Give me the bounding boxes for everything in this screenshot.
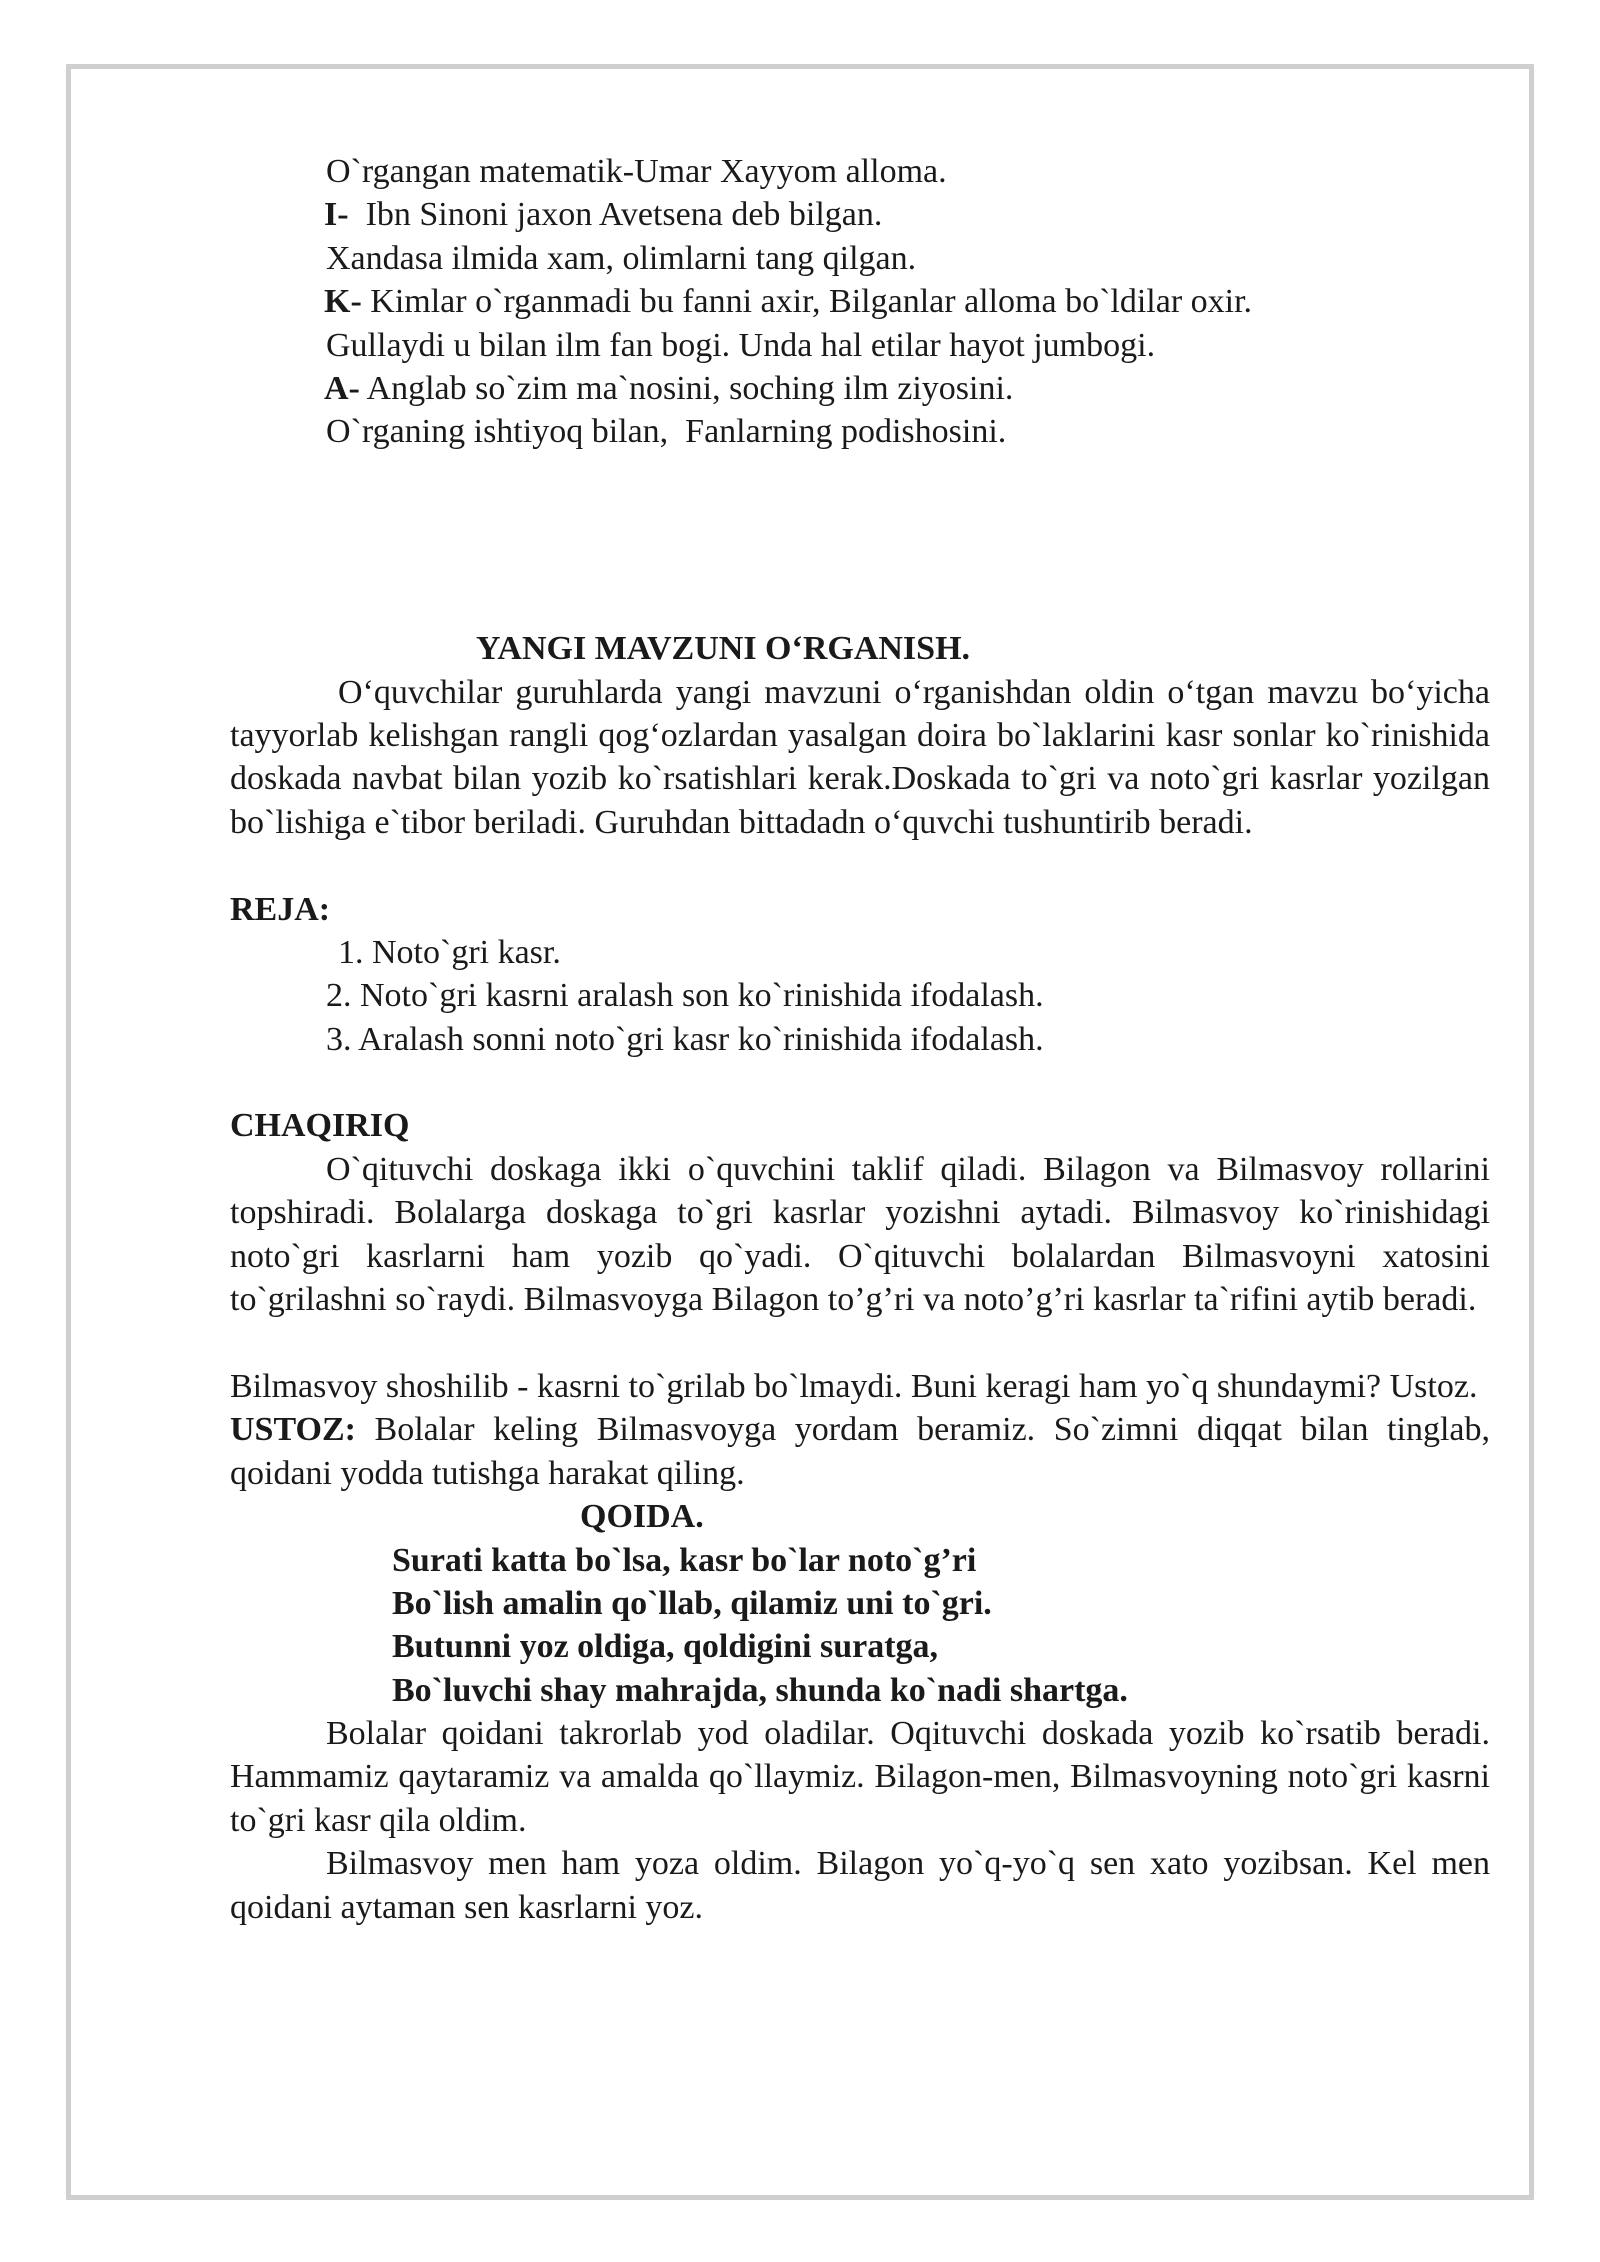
ustoz-text: Bolalar keling Bilmasvoyga yordam beramiz. So`zimni diqqat bilan tinglab, qoidani yodda tutishga harakat qiling. xyxy=(230,1411,1490,1492)
qoida-line: Bo`luvchi shay mahrajda, shunda ko`nadi shartga. xyxy=(392,1671,1128,1709)
reja-item: 1. Noto`gri kasr. xyxy=(338,933,561,971)
ustoz-label: USTOZ: xyxy=(230,1411,356,1449)
poem-line-a xyxy=(230,367,1490,410)
poem-text: Kimlar o`rganmadi bu fanni axir, Bilganlar alloma bo`ldilar oxir. xyxy=(370,283,1253,321)
intro-paragraph: O‘quvchilar guruhlarda yangi mavzuni o‘rganishdan oldin o‘tgan mavzu bo‘yicha tayyorlab kelishgan rangli qog‘ozlardan yasalgan doira bo`laklarini kasr sonlar ko`rinishida doskada navbat bilan yozib ko`rsatishlari kerak.Doskada to`gri va noto`gri kasrlar yozilgan bo`lishiga e`tibor beriladi. Guruhdan bittadadn o‘quvchi tushuntirib beradi. xyxy=(230,673,1490,841)
reja-item: 3. Aralash sonni noto`gri kasr ko`rinishida ifodalash. xyxy=(326,1020,1044,1058)
poem-line: O`rganing ishtiyoq bilan, Fanlarning podishosini. xyxy=(326,413,1007,451)
qoida-line: Butunni yoz oldiga, qoldigini suratga, xyxy=(392,1628,939,1666)
poem-text: Anglab so`zim ma`nosini, soching ilm ziyosini. xyxy=(366,369,1014,407)
poem-text: Ibn Sinoni jaxon Avetsena deb bilgan. xyxy=(365,196,883,234)
chaqiriq-heading: CHAQIRIQ xyxy=(230,1107,410,1145)
qoida-line: Bo`lish amalin qo`llab, qilamiz uni to`gri. xyxy=(392,1584,992,1622)
poem-line: Xandasa ilmida xam, olimlarni tang qilgan. xyxy=(326,239,917,277)
poem-line: O`rgangan matematik-Umar Xayyom alloma. xyxy=(326,153,947,190)
poem-line-i xyxy=(230,193,1490,236)
closing-paragraph: Bilmasvoy men ham yoza oldim. Bilagon yo`q-yo`q sen xato yozibsan. Kel men qoidani aytaman sen kasrlarni yoz. xyxy=(230,1845,1490,1926)
reja-heading: REJA: xyxy=(230,890,331,928)
closing-paragraph: Bolalar qoidani takrorlab yod oladilar. Oqituvchi doskada yozib ko`rsatib beradi. Hammamiz qaytaramiz va amalda qo`llaymiz. Bilagon-men, Bilmasvoyning noto`gri kasrni to`gri kasr qila oldim. xyxy=(230,1715,1490,1839)
poem-line: Gullaydi u bilan ilm fan bogi. Unda hal etilar hayot jumbogi. xyxy=(326,326,1156,364)
section-title: YANGI MAVZUNI O‘RGANISH. xyxy=(476,630,971,668)
ustoz-paragraph xyxy=(230,1408,1490,1495)
poem-letter-a: A- xyxy=(324,369,360,407)
poem-letter-k: K- xyxy=(324,283,362,321)
reja-item: 2. Noto`gri kasrni aralash son ko`rinishida ifodalash. xyxy=(326,977,1044,1015)
poem-letter-i: I- xyxy=(324,196,349,234)
bilmasvoy-paragraph: Bilmasvoy shoshilib - kasrni to`grilab bo`lmaydi. Buni keragi ham yo`q shundaymi? Ustoz. xyxy=(230,1367,1478,1405)
poem-line-k xyxy=(230,280,1490,323)
qoida-line: Surati katta bo`lsa, kasr bo`lar noto`g’ri xyxy=(392,1541,977,1579)
document-body xyxy=(230,150,1490,1929)
qoida-title: QOIDA. xyxy=(580,1498,704,1536)
chaqiriq-paragraph: O`qituvchi doskaga ikki o`quvchini taklif qiladi. Bilagon va Bilmasvoy rollarini topshiradi. Bolalarga doskaga to`gri kasrlar yozishni aytadi. Bilmasvoy ko`rinishidagi noto`gri kasrlarni ham yozib qo`yadi. O`qituvchi bolalardan Bilmasvoyni xatosini to`grilashni so`raydi. Bilmasvoyga Bilagon to’g’ri va noto’g’ri kasrlar ta`rifini aytib beradi. xyxy=(230,1150,1490,1319)
